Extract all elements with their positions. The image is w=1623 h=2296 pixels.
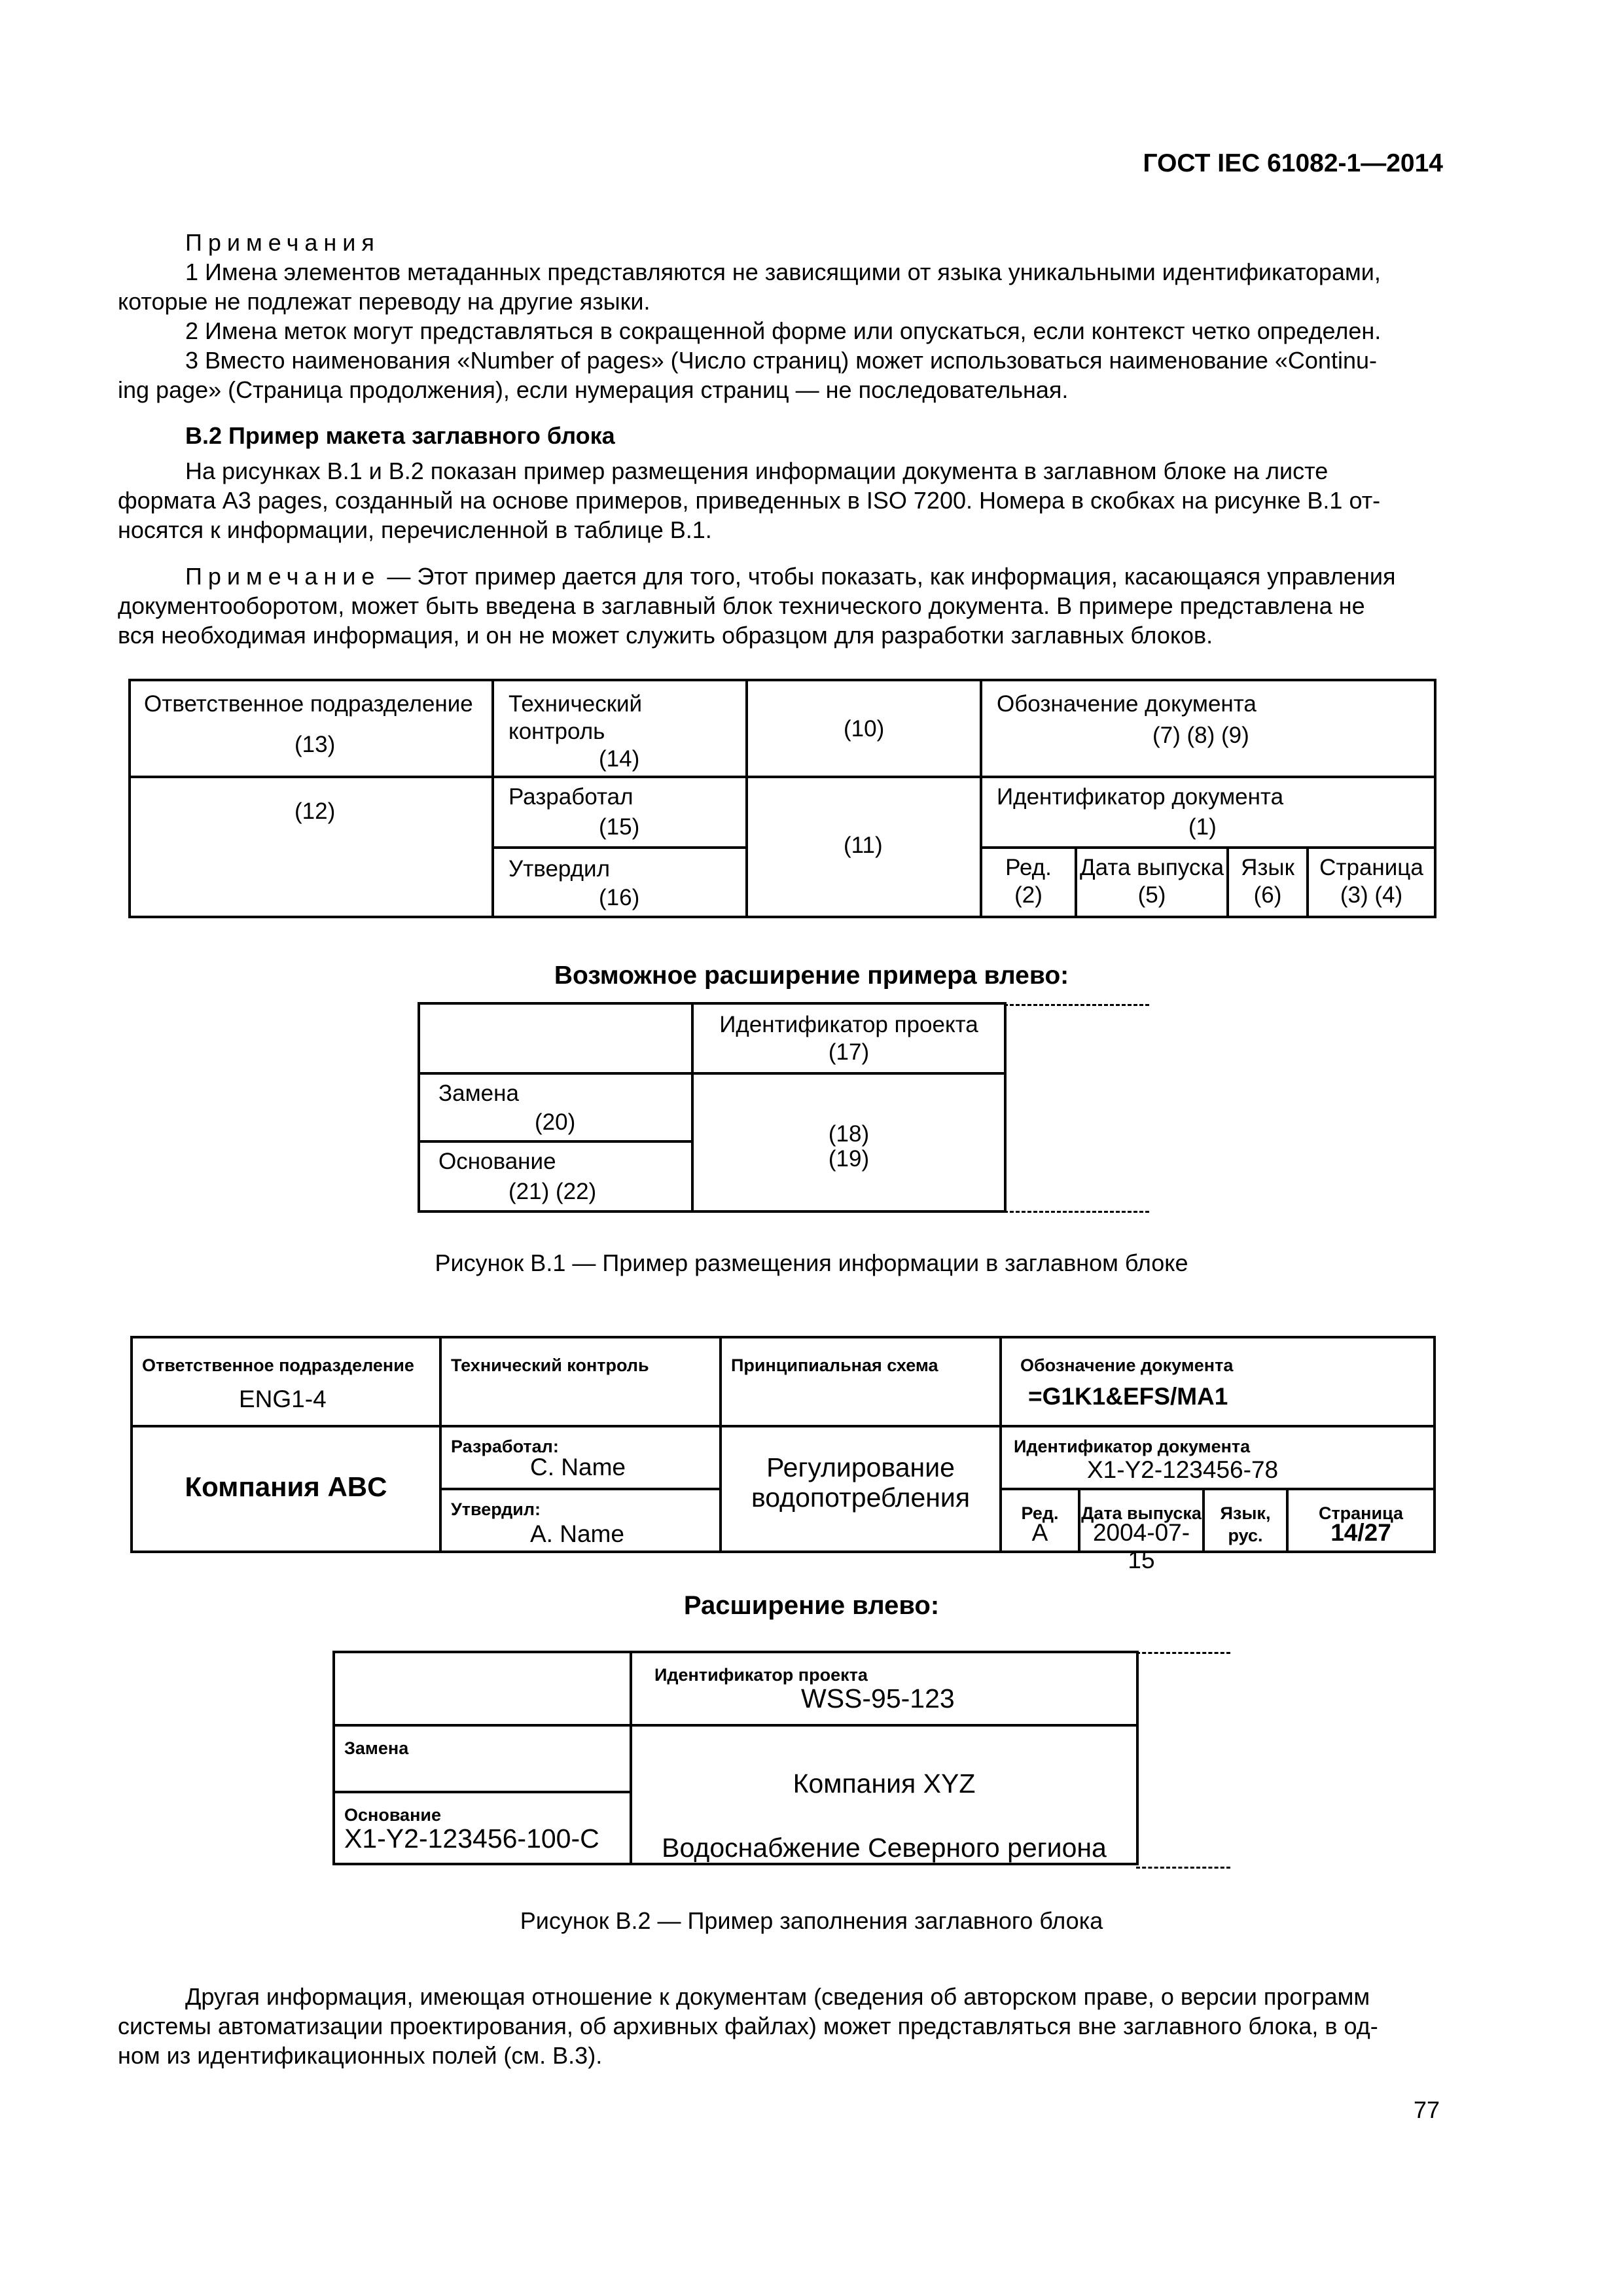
fig2-appr-label: Утвердил: [451,1499,541,1519]
fig1-dev-number: (15) [599,814,640,840]
notes-heading: Примечания [185,229,380,256]
fig1-ext-basis-label: Основание [438,1149,556,1174]
fig1-appr-label: Утвердил [508,856,610,882]
fig2-ext-repl-label: Замена [344,1738,409,1758]
fig2-scheme-cell [721,1337,1001,1426]
fig1-ext-project-label: Идентификатор проекта [719,1012,978,1037]
fig1-r23c3-number: (11) [844,833,883,858]
fig2-ext-basis-cell [334,1792,631,1864]
fig1-ext-basis-cell [419,1141,692,1211]
fig2-ext-repl-cell [334,1725,631,1792]
fig2-appr-value: A. Name [530,1520,624,1547]
section-note-line-1 [185,562,1443,591]
fig2-title-block [130,1336,1436,1573]
fig1-r1c3-cell [747,680,981,777]
fig1-page-number: (3) (4) [1340,882,1403,908]
fig2-ext-project-cell [631,1652,1137,1725]
fig1-r23c3-cell [747,777,981,917]
section-note-label: Примечание [185,563,381,590]
fig2-date-value: 2004-07-15 [1092,1519,1190,1573]
fig1-docid-cell [981,777,1435,848]
fig2-doctitle-cell [721,1426,1001,1552]
fig2-dept-cell [132,1337,440,1426]
note-3-line-2: ing page» (Страница продолжения), если нумерация страниц — не последовательная. [118,376,1069,403]
fig1-docid-label: Идентификатор документа [997,784,1284,810]
fig2-page-value: 14/27 [1330,1519,1391,1546]
fig1-lang-cell [1228,848,1308,917]
fig2-scheme-label: Принципиальная схема [731,1355,938,1375]
fig1-ext-basis-number: (21) (22) [508,1179,597,1204]
fig1-ext-dashed-bottom [1004,1211,1149,1213]
fig1-ext-block [418,1002,1007,1213]
section-para-line-3: носятся к информации, перечисленной в таблице В.1. [118,516,712,543]
fig1-ext-repl-number: (20) [535,1109,576,1135]
fig2-appr-cell [440,1489,721,1552]
fig1-ext-repl-cell [419,1073,692,1141]
fig2-rev-value: A [1031,1519,1048,1546]
fig1-appr-cell [493,848,747,917]
fig2-lang-cell [1204,1489,1287,1552]
fig2-rev-label: Ред. [1021,1503,1059,1523]
fig1-page-label: Страница [1319,855,1423,880]
fig2-company-cell [132,1426,440,1552]
note-2: 2 Имена меток могут представляться в сокращенной форме или опускаться, если контекст четко определен. [185,317,1382,344]
fig1-r2c1-cell [130,777,493,917]
fig1-ext-title: Возможное расширение примера влево: [554,961,1069,990]
fig2-ext-block [332,1651,1139,1865]
fig1-docdes-cell [981,680,1435,777]
fig1-docdes-number: (7) (8) (9) [1152,723,1249,748]
fig1-dept-label: Ответственное подразделение [144,691,473,717]
page-number: 77 [1413,2096,1440,2123]
fig1-ext-empty-cell [419,1003,692,1073]
fig1-docdes-label: Обозначение документа [997,691,1257,717]
section-note-line-3: вся необходимая информация, и он не может служить образцом для разработки заглавных блоков. [118,622,1213,649]
section-note-text: — Этот пример дается для того, чтобы показать, как информация, касающаяся управления [380,563,1396,590]
fig1-ext-right-cell [692,1073,1005,1211]
fig1-date-number: (5) [1137,882,1166,908]
fig2-ext-project-label: Идентификатор проекта [654,1665,868,1685]
fig2-dev-value: C. Name [530,1454,626,1480]
fig2-ext-basis-label: Основание [344,1805,441,1825]
fig1-dev-label: Разработал [508,784,633,810]
fig1-ext-right-number-1: (18) [828,1121,870,1147]
fig2-ext-right-cell [631,1725,1137,1864]
fig2-docdes-value: =G1K1&EFS/MA1 [1028,1383,1228,1410]
fig1-ext-dashed-top [1004,1004,1149,1006]
fig2-dev-cell [440,1426,721,1489]
fig1-ext-repl-label: Замена [438,1081,519,1106]
fig2-ext-title: Расширение влево: [683,1591,940,1620]
fig1-r2c1-number: (12) [294,798,336,824]
fig2-page-label: Страница [1318,1503,1404,1523]
fig2-ext-dashed-top [1136,1652,1230,1654]
fig1-ext-right-number-2: (19) [828,1146,870,1172]
fig2-docdes-label: Обозначение документа [1020,1355,1234,1375]
fig1-ext-project-cell [692,1003,1005,1073]
fig2-lang-label-2: рус. [1228,1526,1263,1545]
fig2-ext-basis-value: X1-Y2-123456-100-C [344,1823,599,1854]
fig1-tech-label-1: Технический [508,691,643,717]
fig1-lang-number: (6) [1253,882,1282,908]
note-3-line-1: 3 Вместо наименования «Number of pages» (Число страниц) может использоваться наименование «Continu- [185,347,1377,374]
note-1-line-2: которые не подлежат переводу на другие языки. [118,288,651,315]
fig1-rev-number: (2) [1014,882,1043,908]
fig1-page-cell [1308,848,1435,917]
fig2-dept-value: ENG1-4 [239,1386,327,1412]
fig1-tech-cell [493,680,747,777]
section-para-line-2: формата А3 pages, созданный на основе примеров, приведенных в ISO 7200. Номера в скобках на рисунке В.1 от- [118,487,1381,514]
fig2-ext-company: Компания XYZ [793,1768,976,1799]
fig2-docid-value: X1-Y2-123456-78 [1087,1456,1279,1483]
fig2-doctitle-line-2: водопотребления [751,1482,971,1513]
fig2-dev-label: Разработал: [451,1437,559,1456]
fig2-tech-label: Технический контроль [451,1355,649,1375]
fig2-ext-dashed-bottom [1136,1867,1230,1869]
footer-para-line-1: Другая информация, имеющая отношение к документам (сведения об авторском праве, о версии программ [185,1983,1370,2010]
fig1-caption: Рисунок В.1 — Пример размещения информации в заглавном блоке [435,1249,1188,1276]
fig2-ext-title-value: Водоснабжение Северного региона [662,1833,1107,1863]
fig2-doctitle-line-1: Регулирование [766,1452,955,1482]
fig1-dev-cell [493,777,747,848]
fig2-docdes-cell [1001,1337,1435,1426]
fig2-dept-label: Ответственное подразделение [142,1355,414,1375]
fig2-rev-cell [1001,1489,1079,1552]
fig1-date-label: Дата выпуска [1079,855,1224,880]
fig1-dept-number: (13) [294,732,336,757]
fig2-lang-label-1: Язык, [1220,1503,1271,1523]
fig2-date-label: Дата выпуска [1081,1503,1202,1523]
fig2-ext-empty-cell [334,1652,631,1725]
fig2-caption: Рисунок В.2 — Пример заполнения заглавного блока [520,1907,1103,1934]
fig1-r1c3-number: (10) [844,716,885,742]
fig1-dept-cell [130,680,493,777]
fig2-tech-cell [440,1337,721,1426]
fig1-appr-number: (16) [599,885,640,910]
fig2-docid-label: Идентификатор документа [1014,1437,1251,1456]
fig1-ext-project-number: (17) [828,1039,870,1065]
section-heading: В.2 Пример макета заглавного блока [185,422,615,449]
fig2-company-value: Компания ABC [185,1471,387,1502]
fig2-date-cell [1079,1489,1204,1573]
note-1-line-1: 1 Имена элементов метаданных представляются не зависящими от языка уникальными идентификаторами, [185,259,1381,285]
document-header: ГОСТ IEC 61082-1—2014 [1143,149,1443,177]
section-note-line-2: документооборотом, может быть введена в заглавный блок технического документа. В примере представлена не [118,592,1365,619]
fig2-docid-cell [1001,1426,1435,1489]
fig2-page-cell [1287,1489,1435,1552]
section-para-line-1: На рисунках В.1 и В.2 показан пример размещения информации документа в заглавном блоке на листе [185,457,1329,484]
fig1-rev-cell [981,848,1076,917]
fig2-ext-project-value: WSS-95-123 [801,1683,955,1713]
footer-para-line-2: системы автоматизации проектирования, об архивных файлах) может представляться вне заглавного блока, в од- [118,2013,1378,2039]
fig1-lang-label: Язык [1241,855,1294,880]
fig1-title-block [128,679,1436,918]
fig1-rev-label: Ред. [1005,855,1052,880]
fig1-tech-label-2: контроль [508,719,605,744]
fig1-tech-number: (14) [599,746,640,772]
fig1-date-cell [1076,848,1228,917]
footer-para-line-3: ном из идентификационных полей (см. В.3). [118,2042,603,2069]
fig1-docid-number: (1) [1188,814,1217,840]
